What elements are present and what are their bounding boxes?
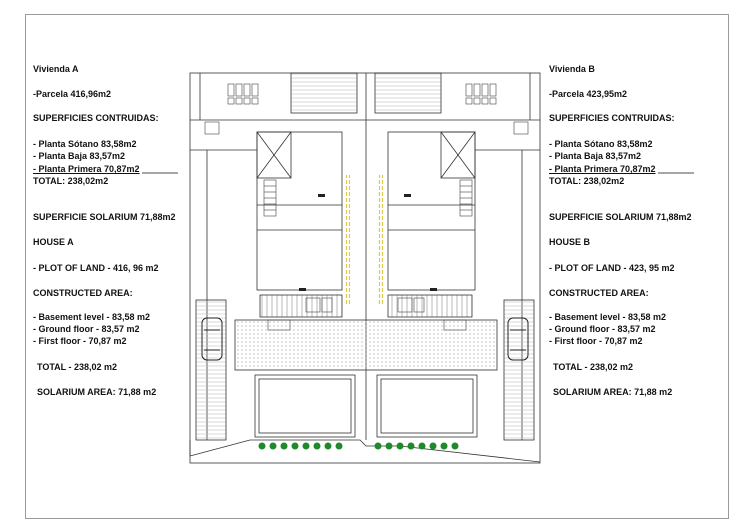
- house-a-total: TOTAL - 238,02 m2: [37, 362, 118, 372]
- vivienda-b-total: TOTAL: 238,02m2: [549, 176, 625, 186]
- house-b-ground: - Ground floor - 83,57 m2: [549, 324, 656, 334]
- house-a-title: HOUSE A: [33, 237, 74, 247]
- house-b-constructed-heading: CONSTRUCTED AREA:: [549, 288, 649, 298]
- vivienda-b-superficies-heading: SUPERFICIES CONTRUIDAS:: [549, 113, 675, 123]
- front-boundary: [190, 440, 540, 462]
- vivienda-b-title: Vivienda B: [549, 64, 595, 74]
- vivienda-a-planta-baja: - Planta Baja 83,57m2: [33, 151, 126, 161]
- vivienda-a-parcela: -Parcela 416,96m2: [33, 89, 112, 99]
- house-b-solarium: SOLARIUM AREA: 71,88 m2: [553, 387, 673, 397]
- vivienda-b-solarium: SUPERFICIE SOLARIUM 71,88m2: [549, 212, 692, 222]
- vivienda-a-solarium: SUPERFICIE SOLARIUM 71,88m2: [33, 212, 176, 222]
- house-a-constructed-heading: CONSTRUCTED AREA:: [33, 288, 133, 298]
- house-b-total: TOTAL - 238,02 m2: [553, 362, 634, 372]
- vivienda-a-planta-primera: - Planta Primera 70,87m2: [33, 164, 140, 174]
- vivienda-a-total: TOTAL: 238,02m2: [33, 176, 109, 186]
- house-a-solarium: SOLARIUM AREA: 71,88 m2: [37, 387, 157, 397]
- house-b-footprint: [388, 132, 475, 290]
- house-b-first: - First floor - 70,87 m2: [549, 336, 643, 346]
- vivienda-a-planta-sotano: - Planta Sótano 83,58m2: [33, 139, 137, 149]
- vivienda-b-planta-sotano: - Planta Sótano 83,58m2: [549, 139, 653, 149]
- vivienda-b-planta-primera: - Planta Primera 70,87m2: [549, 164, 656, 174]
- house-b-title: HOUSE B: [549, 237, 591, 247]
- house-a-footprint: [257, 132, 342, 290]
- house-b-basement: - Basement level - 83,58 m2: [549, 312, 667, 322]
- vivienda-b-parcela: -Parcela 423,95m2: [549, 89, 628, 99]
- stair-b: [378, 175, 384, 305]
- garage-a: [255, 375, 355, 437]
- tree-row: [259, 443, 459, 450]
- vivienda-a-title: Vivienda A: [33, 64, 79, 74]
- house-a-plot: - PLOT OF LAND - 416, 96 m2: [33, 263, 159, 273]
- house-b-plot: - PLOT OF LAND - 423, 95 m2: [549, 263, 675, 273]
- house-a-first: - First floor - 70,87 m2: [33, 336, 127, 346]
- house-a-basement: - Basement level - 83,58 m2: [33, 312, 151, 322]
- vivienda-b-planta-baja: - Planta Baja 83,57m2: [549, 151, 642, 161]
- vivienda-a-superficies-heading: SUPERFICIES CONTRUIDAS:: [33, 113, 159, 123]
- plot-outline: [190, 73, 540, 463]
- house-a-ground: - Ground floor - 83,57 m2: [33, 324, 140, 334]
- garage-b: [377, 375, 477, 437]
- stair-a: [345, 175, 351, 305]
